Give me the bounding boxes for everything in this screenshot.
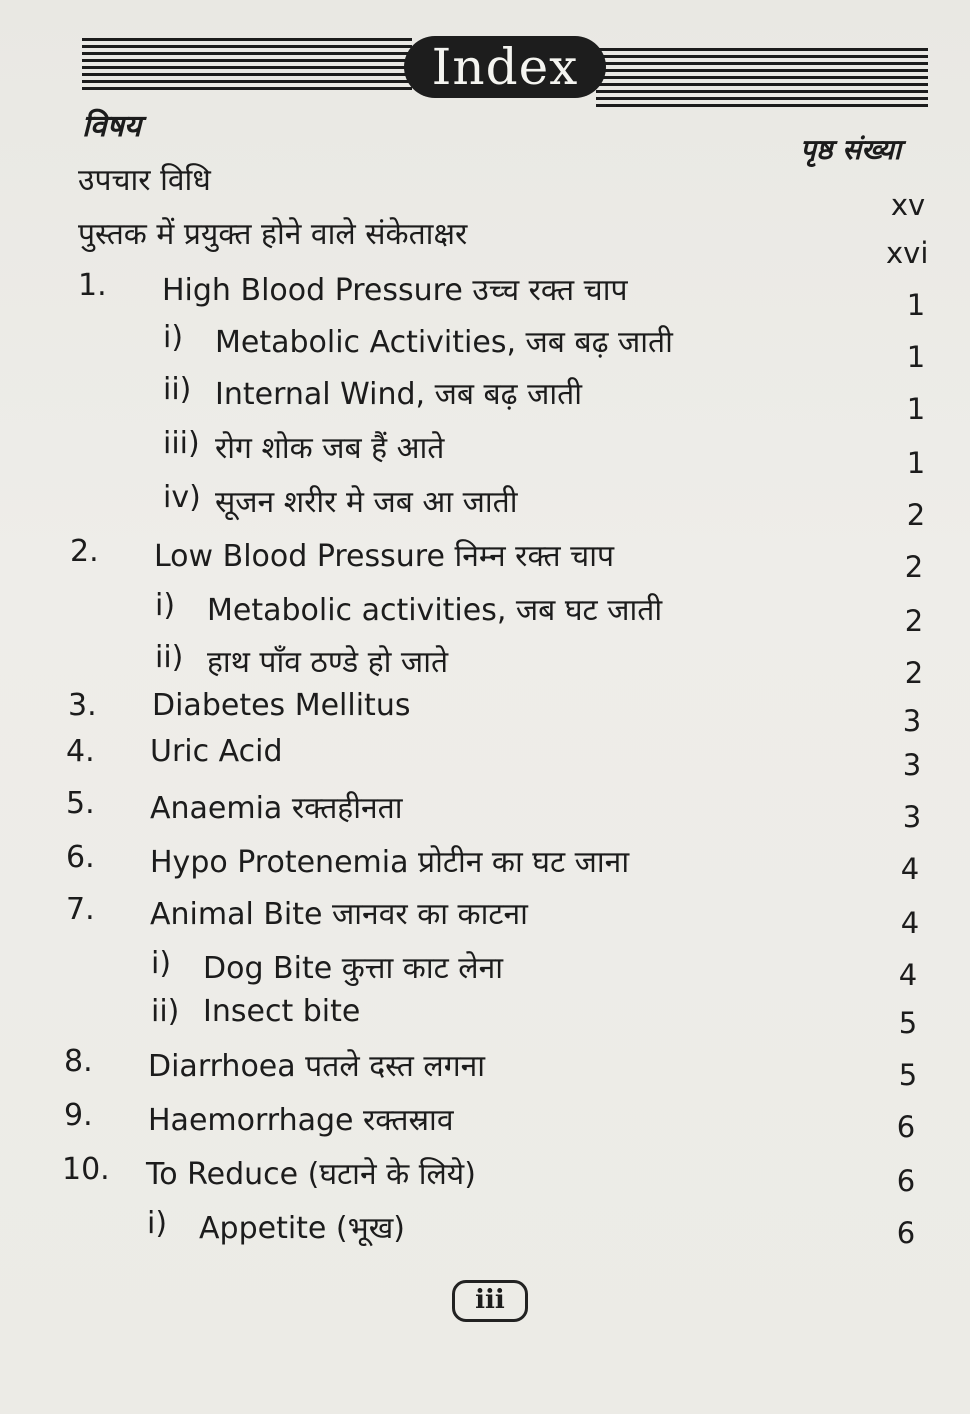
entry-label: Hypo Protenemia प्रोटीन का घट जाना [150,845,630,880]
entry-number: iii) [163,426,200,461]
index-entry [0,1044,860,1088]
entry-number: 8. [64,1044,93,1079]
header-rule-right [596,48,928,110]
entry-label: सूजन शरीर मे जब आ जाती [215,485,518,520]
entry-page-number: 2 [904,550,924,584]
entry-number: 1. [78,268,107,303]
entry-label: Insect bite [203,994,361,1029]
entry-page-number: 5 [898,1006,918,1040]
index-subentry [0,640,860,684]
entry-number: 2. [70,534,99,569]
page-title: Index [404,36,606,98]
entry-number: i) [151,946,172,981]
entry-number: i) [155,588,176,623]
entry-label: Diarrhoea पतले दस्त लगना [148,1049,486,1084]
entry-page-number: 6 [896,1216,916,1250]
intro-row-label: उपचार विधि [78,163,211,198]
index-subentry [0,480,860,524]
index-subentry [0,426,860,470]
entry-page-number: 3 [902,704,922,738]
entry-number: ii) [151,994,180,1029]
entry-label: Animal Bite जानवर का काटना [150,897,528,932]
entry-page-number: 1 [906,340,926,374]
entry-label: Haemorrhage रक्तस्राव [148,1103,454,1138]
entry-page-number: 5 [898,1058,918,1092]
entry-page-number: 4 [898,958,918,992]
entry-number: 5. [66,786,95,821]
entry-page-number: 1 [906,392,926,426]
index-subentry [0,372,860,416]
entry-label: हाथ पाँव ठण्डे हो जाते [207,645,449,680]
entry-number: 6. [66,840,95,875]
index-entry [0,734,860,778]
entry-label: High Blood Pressure उच्च रक्त चाप [162,273,628,308]
entry-label: Metabolic activities, जब घट जाती [207,593,663,628]
entry-number: i) [163,320,184,355]
entry-page-number: 6 [896,1164,916,1198]
entry-page-number: 2 [904,656,924,690]
index-subentry [0,946,860,990]
entry-number: 4. [66,734,95,769]
entry-number: 3. [68,688,97,723]
index-subentry [0,320,860,364]
entry-page-number: 2 [906,498,926,532]
index-entry [0,534,860,578]
entry-number: 10. [62,1152,110,1187]
entry-page-number: 4 [900,906,920,940]
entry-number: 9. [64,1098,93,1133]
entry-page-number: 3 [902,800,922,834]
index-entry [0,268,860,312]
entry-page-number: 1 [906,446,926,480]
intro-row-page: xv [890,188,926,222]
index-entry [0,840,860,884]
entry-label: Low Blood Pressure निम्न रक्त चाप [154,539,615,574]
index-entry [0,1152,860,1196]
index-entry [0,786,860,830]
intro-row-label: पुस्तक में प्रयुक्त होने वाले संकेताक्षर [78,217,468,252]
entry-number: iv) [163,480,201,515]
entry-number: ii) [155,640,184,675]
entry-number: 7. [66,892,95,927]
entry-label: Uric Acid [150,734,283,769]
index-header [82,30,928,110]
entry-number: ii) [163,372,192,407]
index-entry [0,892,860,936]
entry-page-number: 6 [896,1110,916,1144]
entry-label: Appetite (भूख) [199,1211,405,1246]
entry-page-number: 1 [906,288,926,322]
entry-label: Diabetes Mellitus [152,688,411,723]
entry-label: Metabolic Activities, जब बढ़ जाती [215,325,673,360]
entry-label: Internal Wind, जब बढ़ जाती [215,377,583,412]
entry-page-number: 2 [904,604,924,638]
page-number-badge: iii [452,1280,528,1322]
index-subentry [0,994,860,1038]
entry-label: Anaemia रक्तहीनता [150,791,403,826]
intro-row-page: xvi [886,236,929,270]
entry-page-number: 3 [902,748,922,782]
entry-label: रोग शोक जब हैं आते [215,431,445,466]
entry-label: Dog Bite कुत्ता काट लेना [203,951,504,986]
column-heading-page-number: पृष्ठ संख्या [800,133,901,166]
entry-page-number: 4 [900,852,920,886]
entry-label: To Reduce (घटाने के लिये) [146,1157,476,1192]
header-rule-left [82,38,412,90]
index-subentry [0,1206,860,1250]
column-heading-subject: विषय [82,109,142,144]
index-entry [0,1098,860,1142]
entry-number: i) [147,1206,168,1241]
index-entry [0,688,860,732]
index-subentry [0,588,860,632]
